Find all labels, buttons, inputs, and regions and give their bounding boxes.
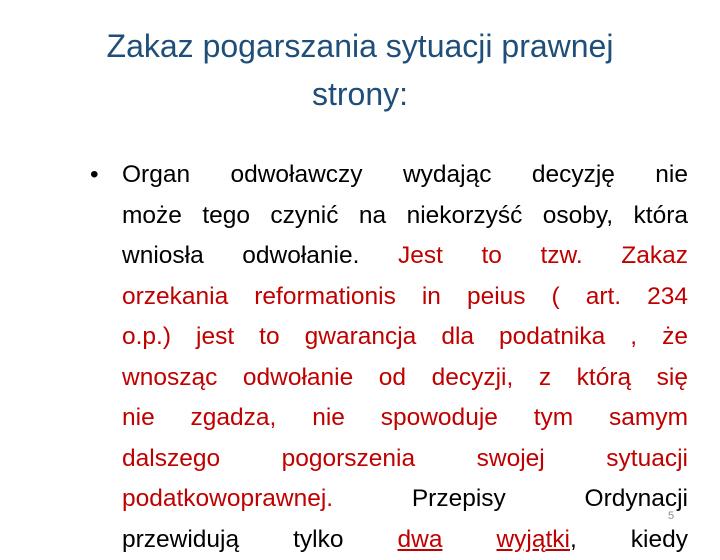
underlined-highlight: wyjątki [496, 526, 570, 553]
highlight-text: Jest to tzw. Zakaz [398, 242, 688, 269]
body-line-3 [122, 236, 688, 277]
slide-number: 5 [668, 510, 674, 522]
body-line-9 [122, 479, 688, 520]
highlight-text: podatkowoprawnej. [122, 485, 333, 512]
slide-body [122, 155, 688, 560]
title-line-2: strony: [40, 70, 680, 118]
body-text: , kiedy [570, 526, 688, 553]
underlined-highlight: dwa [398, 526, 443, 553]
body-text: przewidują tylko [122, 526, 344, 553]
bullet-marker: • [90, 155, 110, 196]
title-line-1: Zakaz pogarszania sytuacji prawnej [40, 22, 680, 70]
body-line-4: orzekania reformationis in peius ( art. 234 [122, 277, 688, 318]
body-line-7: nie zgadza, nie spowoduje tym samym [122, 398, 688, 439]
body-line-8: dalszego pogorszenia swojej sytuacji [122, 439, 688, 480]
slide-title [40, 22, 680, 118]
body-text: Przepisy Ordynacji [412, 485, 688, 512]
body-text: wniosła odwołanie. [122, 242, 359, 269]
body-line-5: o.p.) jest to gwarancja dla podatnika , że [122, 317, 688, 358]
body-line-2: może tego czynić na niekorzyść osoby, która [122, 196, 688, 237]
body-line-6: wnosząc odwołanie od decyzji, z którą się [122, 358, 688, 399]
body-line-1: Organ odwoławczy wydając decyzję nie [122, 155, 688, 196]
